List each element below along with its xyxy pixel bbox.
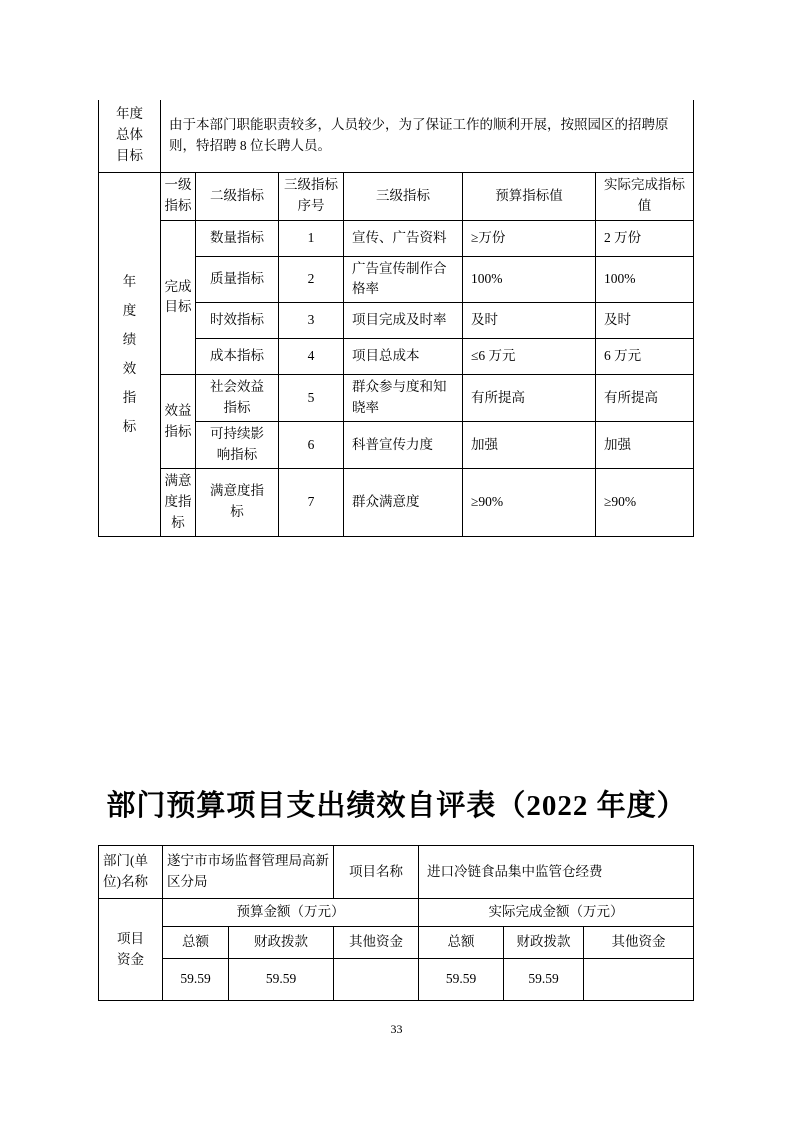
actual-total-header: 总额 xyxy=(419,927,504,959)
table-row xyxy=(99,959,694,1001)
level2-cell: 成本指标 xyxy=(196,339,279,375)
seq-cell: 7 xyxy=(279,469,344,537)
col-header-level1: 一级指标 xyxy=(161,172,196,220)
table-row xyxy=(99,927,694,959)
page-title: 部门预算项目支出绩效自评表（2022 年度） xyxy=(106,790,687,822)
dept-value: 遂宁市市场监督管理局高新区分局 xyxy=(163,846,334,899)
seq-cell: 4 xyxy=(279,339,344,375)
col-header-level3: 三级指标 xyxy=(344,172,463,220)
seq-cell: 6 xyxy=(279,422,344,469)
section-label: 年度绩效指标 xyxy=(122,274,137,435)
seq-cell: 5 xyxy=(279,375,344,422)
budget-value-cell: 加强 xyxy=(463,422,596,469)
budget-total-value: 59.59 xyxy=(163,959,229,1001)
actual-value-cell: 加强 xyxy=(596,422,694,469)
annual-goal-label: 年度总体目标 xyxy=(99,100,161,172)
table-row xyxy=(99,220,694,256)
budget-value-cell: 有所提高 xyxy=(463,375,596,422)
table-header-row xyxy=(99,172,694,220)
budget-other-header: 其他资金 xyxy=(334,927,419,959)
self-eval-table xyxy=(98,845,694,1001)
table-row xyxy=(99,899,694,927)
col-header-seq: 三级指标序号 xyxy=(279,172,344,220)
actual-other-header: 其他资金 xyxy=(584,927,694,959)
level3-cell: 宣传、广告资料 xyxy=(344,220,463,256)
budget-amount-header: 预算金额（万元） xyxy=(163,899,419,927)
level3-cell: 项目总成本 xyxy=(344,339,463,375)
performance-indicator-table xyxy=(98,100,694,537)
seq-cell: 3 xyxy=(279,303,344,339)
col-header-budget: 预算指标值 xyxy=(463,172,596,220)
actual-value-cell: 2 万份 xyxy=(596,220,694,256)
budget-other-value xyxy=(334,959,419,1001)
group-completion-goal: 完成目标 xyxy=(161,220,196,375)
budget-value-cell: ≥90% xyxy=(463,469,596,537)
level2-cell: 数量指标 xyxy=(196,220,279,256)
table-row xyxy=(99,469,694,537)
seq-cell: 1 xyxy=(279,220,344,256)
seq-cell: 2 xyxy=(279,256,344,303)
section-label-cell xyxy=(99,172,161,536)
level2-cell: 满意度指标 xyxy=(196,469,279,537)
actual-value-cell: 100% xyxy=(596,256,694,303)
budget-total-header: 总额 xyxy=(163,927,229,959)
actual-value-cell: 有所提高 xyxy=(596,375,694,422)
actual-amount-header: 实际完成金额（万元） xyxy=(419,899,694,927)
actual-value-cell: 6 万元 xyxy=(596,339,694,375)
dept-label: 部门(单位)名称 xyxy=(99,846,163,899)
level3-cell: 科普宣传力度 xyxy=(344,422,463,469)
col-header-actual: 实际完成指标值 xyxy=(596,172,694,220)
table-row xyxy=(99,846,694,899)
project-label: 项目名称 xyxy=(334,846,419,899)
budget-value-cell: 及时 xyxy=(463,303,596,339)
level3-cell: 群众参与度和知晓率 xyxy=(344,375,463,422)
page-number: 33 xyxy=(390,1022,403,1036)
level2-cell: 质量指标 xyxy=(196,256,279,303)
level3-cell: 广告宣传制作合格率 xyxy=(344,256,463,303)
budget-fiscal-value: 59.59 xyxy=(229,959,334,1001)
budget-value-cell: 100% xyxy=(463,256,596,303)
actual-total-value: 59.59 xyxy=(419,959,504,1001)
level2-cell: 社会效益指标 xyxy=(196,375,279,422)
budget-value-cell: ≤6 万元 xyxy=(463,339,596,375)
table-row xyxy=(99,100,694,172)
level3-cell: 项目完成及时率 xyxy=(344,303,463,339)
level2-cell: 时效指标 xyxy=(196,303,279,339)
actual-fiscal-value: 59.59 xyxy=(504,959,584,1001)
level3-cell: 群众满意度 xyxy=(344,469,463,537)
table-row xyxy=(99,375,694,422)
funds-label: 项目资金 xyxy=(99,899,163,1001)
actual-value-cell: 及时 xyxy=(596,303,694,339)
budget-value-cell: ≥万份 xyxy=(463,220,596,256)
group-benefit-indicator: 效益指标 xyxy=(161,375,196,469)
budget-fiscal-header: 财政拨款 xyxy=(229,927,334,959)
actual-other-value xyxy=(584,959,694,1001)
annual-goal-text: 由于本部门职能职责较多，人员较少，为了保证工作的顺利开展，按照园区的招聘原则，特招聘 8 位长聘人员。 xyxy=(161,100,694,172)
col-header-level2: 二级指标 xyxy=(196,172,279,220)
actual-fiscal-header: 财政拨款 xyxy=(504,927,584,959)
actual-value-cell: ≥90% xyxy=(596,469,694,537)
project-value: 进口冷链食品集中监管仓经费 xyxy=(419,846,694,899)
level2-cell: 可持续影响指标 xyxy=(196,422,279,469)
group-satisfaction-indicator: 满意度指标 xyxy=(161,469,196,537)
